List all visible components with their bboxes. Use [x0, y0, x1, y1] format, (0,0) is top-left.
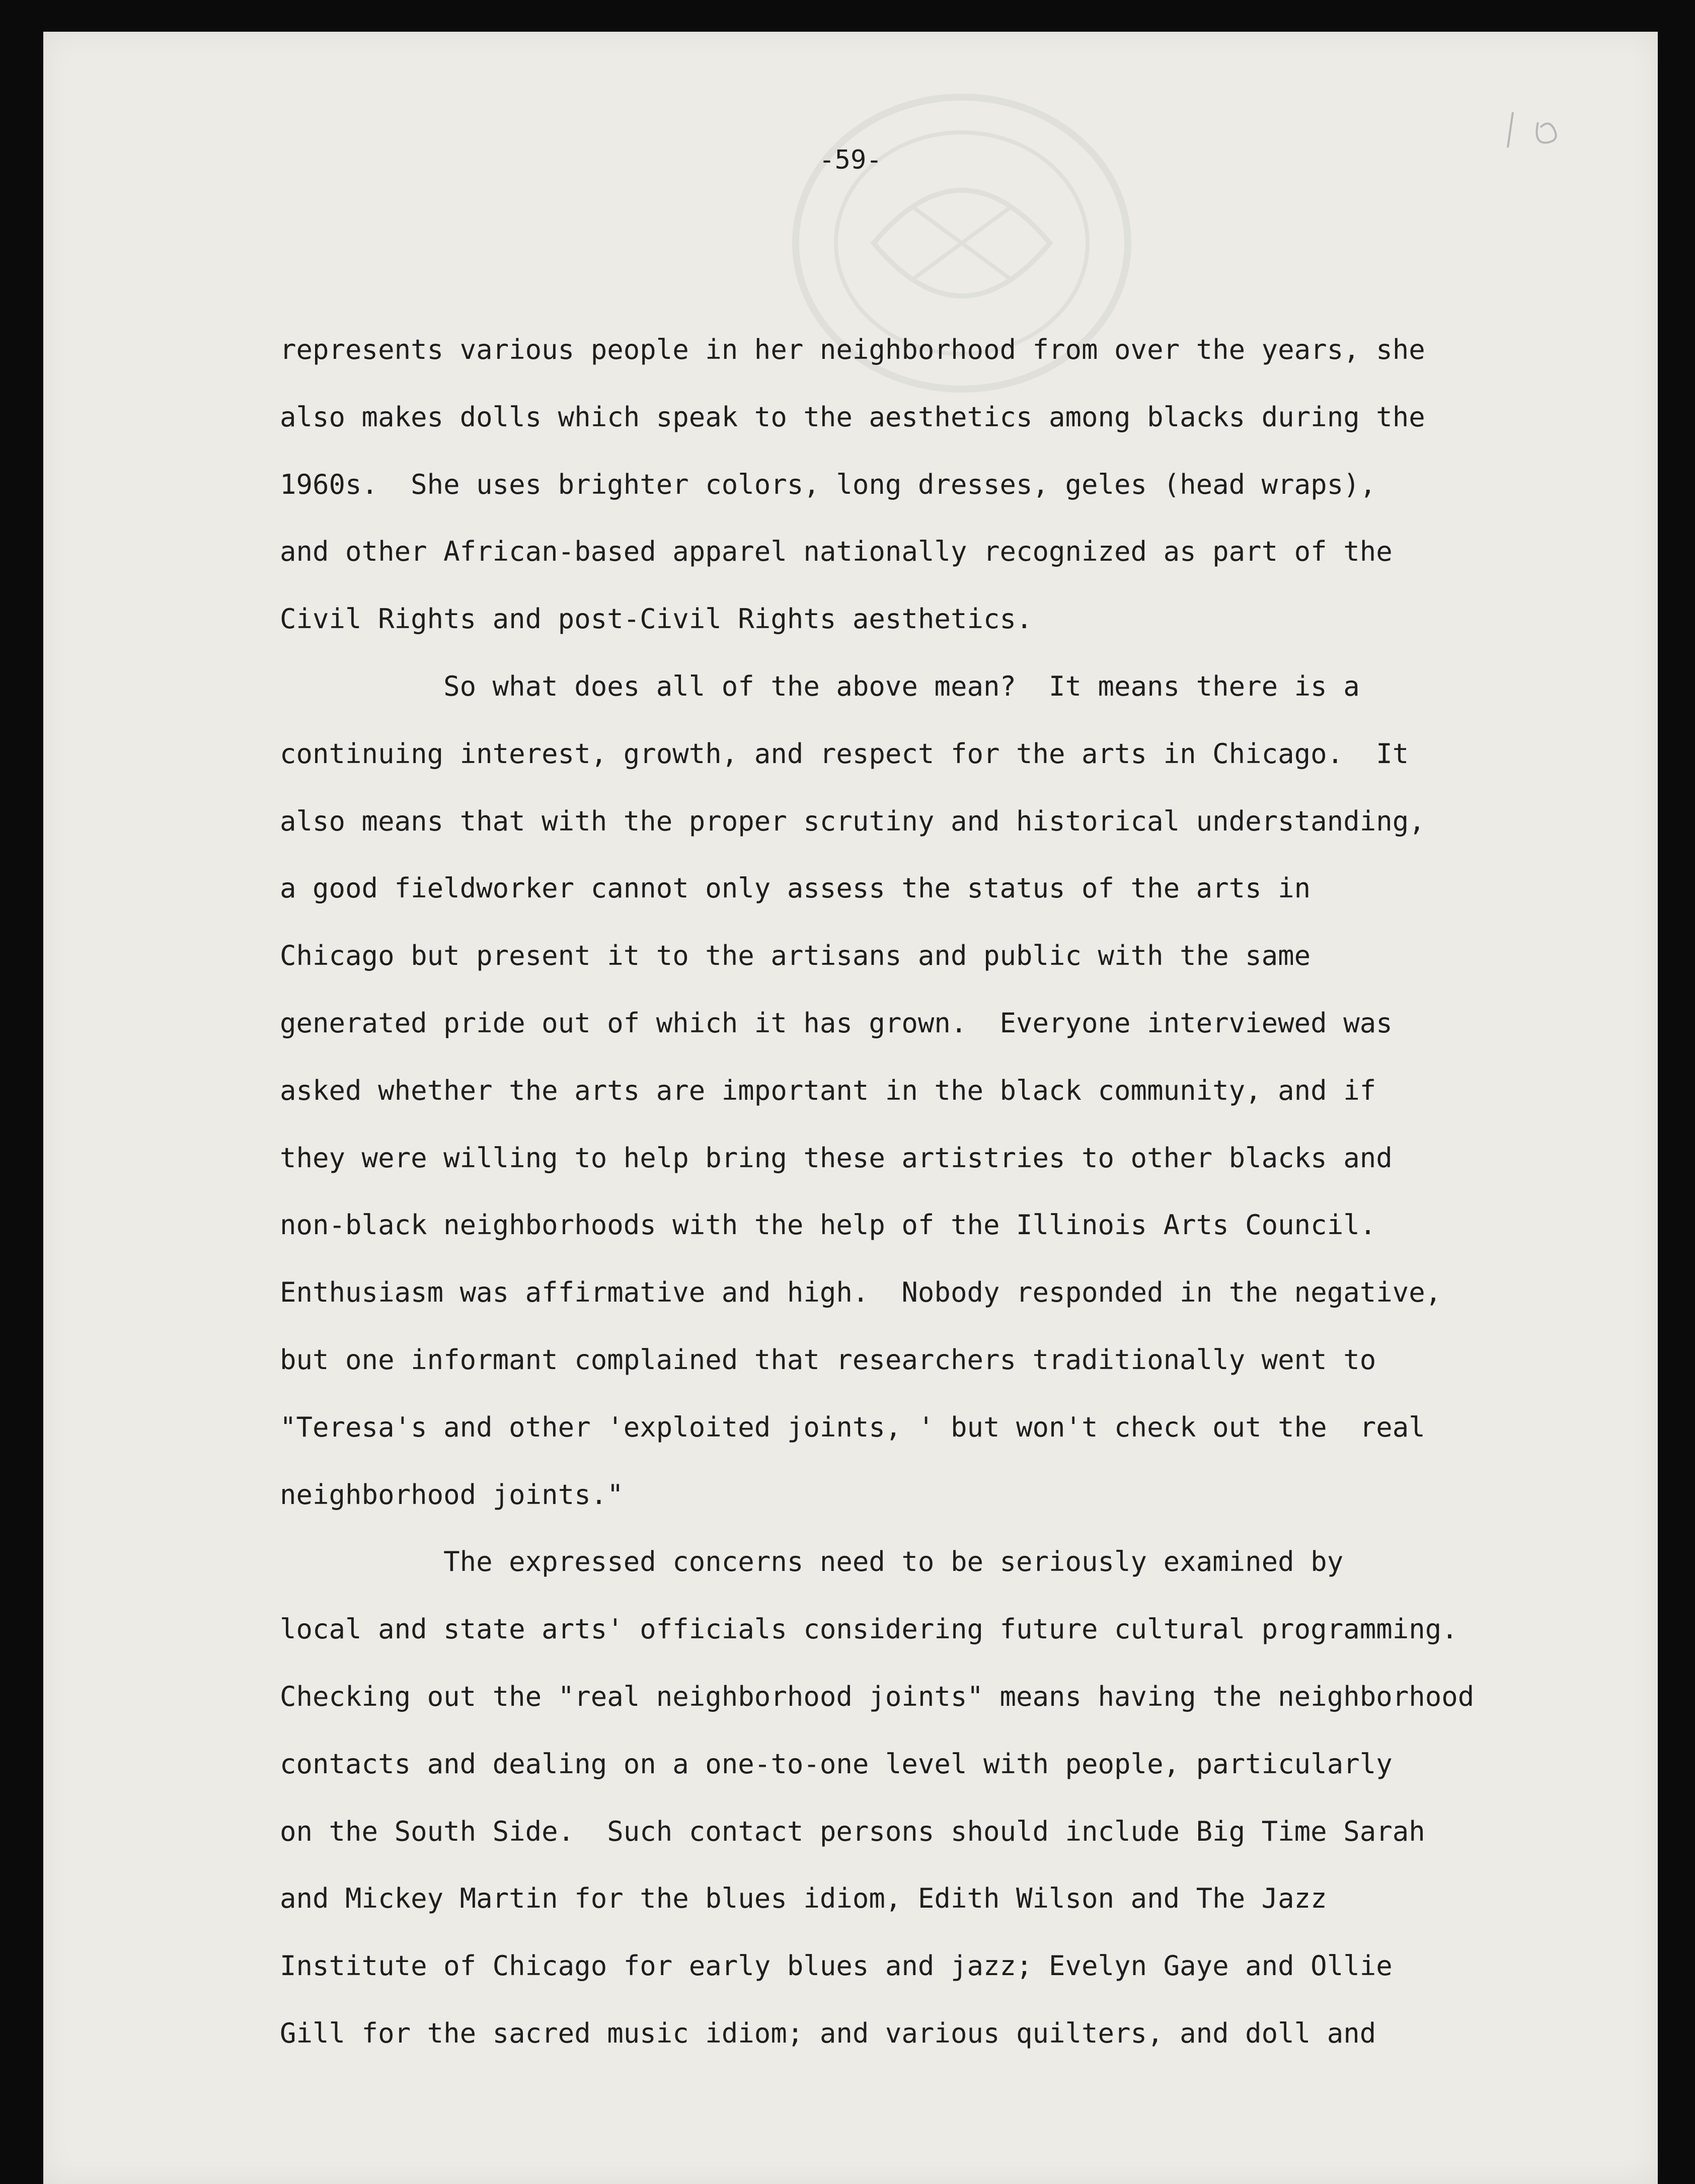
text-line: asked whether the arts are important in the black community, and if: [280, 1074, 1376, 1106]
text-line: contacts and dealing on a one-to-one level with people, particularly: [280, 1748, 1393, 1780]
body-text: [280, 316, 1568, 2067]
text-line: also makes dolls which speak to the aesthetics among blacks during the: [280, 401, 1425, 433]
text-line: and Mickey Martin for the blues idiom, Edith Wilson and The Jazz: [280, 1882, 1327, 1915]
text-line: The expressed concerns need to be seriously examined by: [280, 1546, 1344, 1578]
text-line: they were willing to help bring these artistries to other blacks and: [280, 1142, 1393, 1174]
text-line: local and state arts' officials considering future cultural programming.: [280, 1613, 1458, 1645]
text-line: Gill for the sacred music idiom; and various quilters, and doll and: [280, 2017, 1376, 2049]
text-line: 1960s. She uses brighter colors, long dresses, geles (head wraps),: [280, 468, 1376, 500]
text-line: but one informant complained that researchers traditionally went to: [280, 1343, 1376, 1376]
text-line: non-black neighborhoods with the help of the Illinois Arts Council.: [280, 1209, 1376, 1241]
text-line: "Teresa's and other 'exploited joints, ' but won't check out the real: [280, 1411, 1425, 1443]
text-line: Enthusiasm was affirmative and high. Nobody responded in the negative,: [280, 1276, 1442, 1309]
text-line: continuing interest, growth, and respect for the arts in Chicago. It: [280, 737, 1409, 770]
text-line: neighborhood joints.": [280, 1478, 624, 1511]
text-line: generated pride out of which it has grown. Everyone interviewed was: [280, 1007, 1393, 1039]
text-line: Checking out the "real neighborhood joints" means having the neighborhood: [280, 1680, 1475, 1712]
text-line: Chicago but present it to the artisans and public with the same: [280, 940, 1311, 972]
text-line: Civil Rights and post-Civil Rights aesthetics.: [280, 603, 1033, 635]
text-line: a good fieldworker cannot only assess the status of the arts in: [280, 872, 1311, 905]
text-line: Institute of Chicago for early blues and jazz; Evelyn Gaye and Ollie: [280, 1950, 1393, 1982]
text-line: and other African-based apparel nationally recognized as part of the: [280, 536, 1393, 568]
page-number: -59-: [819, 145, 882, 175]
text-line: also means that with the proper scrutiny and historical understanding,: [280, 805, 1425, 837]
document-page: [43, 32, 1658, 2184]
text-line: on the South Side. Such contact persons should include Big Time Sarah: [280, 1815, 1425, 1847]
text-line: So what does all of the above mean? It means there is a: [280, 670, 1360, 702]
text-line: represents various people in her neighborhood from over the years, she: [280, 334, 1425, 365]
